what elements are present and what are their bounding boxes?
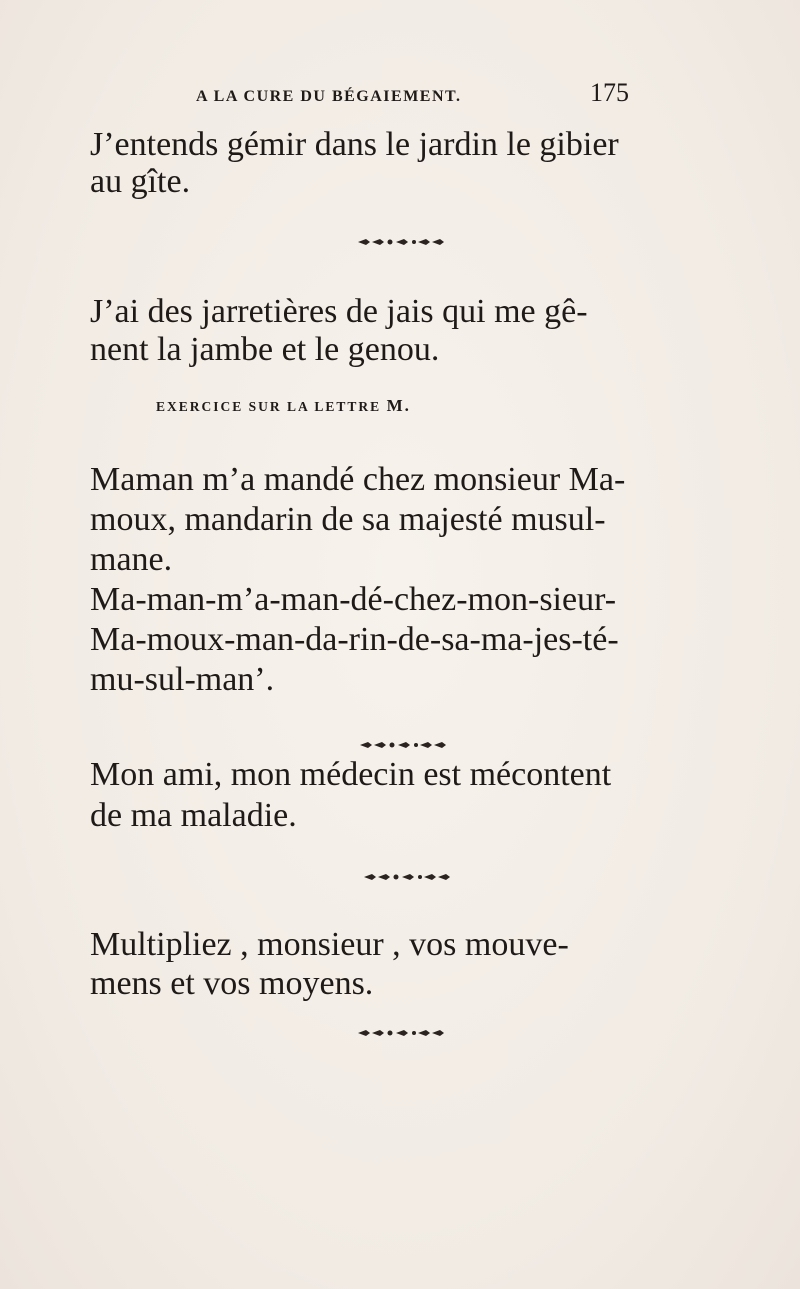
section-heading-text: EXERCICE SUR LA LETTRE — [156, 399, 382, 414]
paragraph-1-line-2: au gîte. — [90, 163, 191, 200]
paragraph-2-line-1: J’ai des jarretières de jais qui me gê- — [90, 293, 588, 330]
paragraph-2-line-2: nent la jambe et le genou. — [90, 331, 440, 368]
paragraph-5-line-1: Multipliez , monsieur , vos mouve- — [90, 926, 569, 963]
section-ornament — [356, 1028, 446, 1038]
section-ornament — [356, 237, 446, 247]
section-ornament — [362, 872, 452, 882]
page-number: 175 — [590, 78, 629, 107]
paragraph-3-line-3: mane. — [90, 541, 173, 578]
section-ornament — [358, 740, 448, 750]
section-heading-letter: M. — [386, 396, 411, 415]
paragraph-3-line-5: Ma-moux-man-da-rin-de-sa-ma-jes-té- — [90, 621, 619, 658]
paragraph-3-line-4: Ma-man-m’a-man-dé-chez-mon-sieur- — [90, 581, 617, 618]
paragraph-5-line-2: mens et vos moyens. — [90, 965, 374, 1002]
section-heading — [156, 396, 411, 416]
paragraph-1-line-1: J’entends gémir dans le jardin le gibier — [90, 126, 619, 163]
paragraph-3-line-2: moux, mandarin de sa majesté musul- — [90, 501, 606, 538]
paragraph-3-line-1: Maman m’a mandé chez monsieur Ma- — [90, 461, 626, 498]
paragraph-4-line-1: Mon ami, mon médecin est mécontent — [90, 756, 612, 793]
paragraph-4-line-2: de ma maladie. — [90, 797, 297, 834]
paragraph-3-line-6: mu-sul-man’. — [90, 661, 275, 698]
running-header: A LA CURE DU BÉGAIEMENT. — [196, 88, 462, 105]
